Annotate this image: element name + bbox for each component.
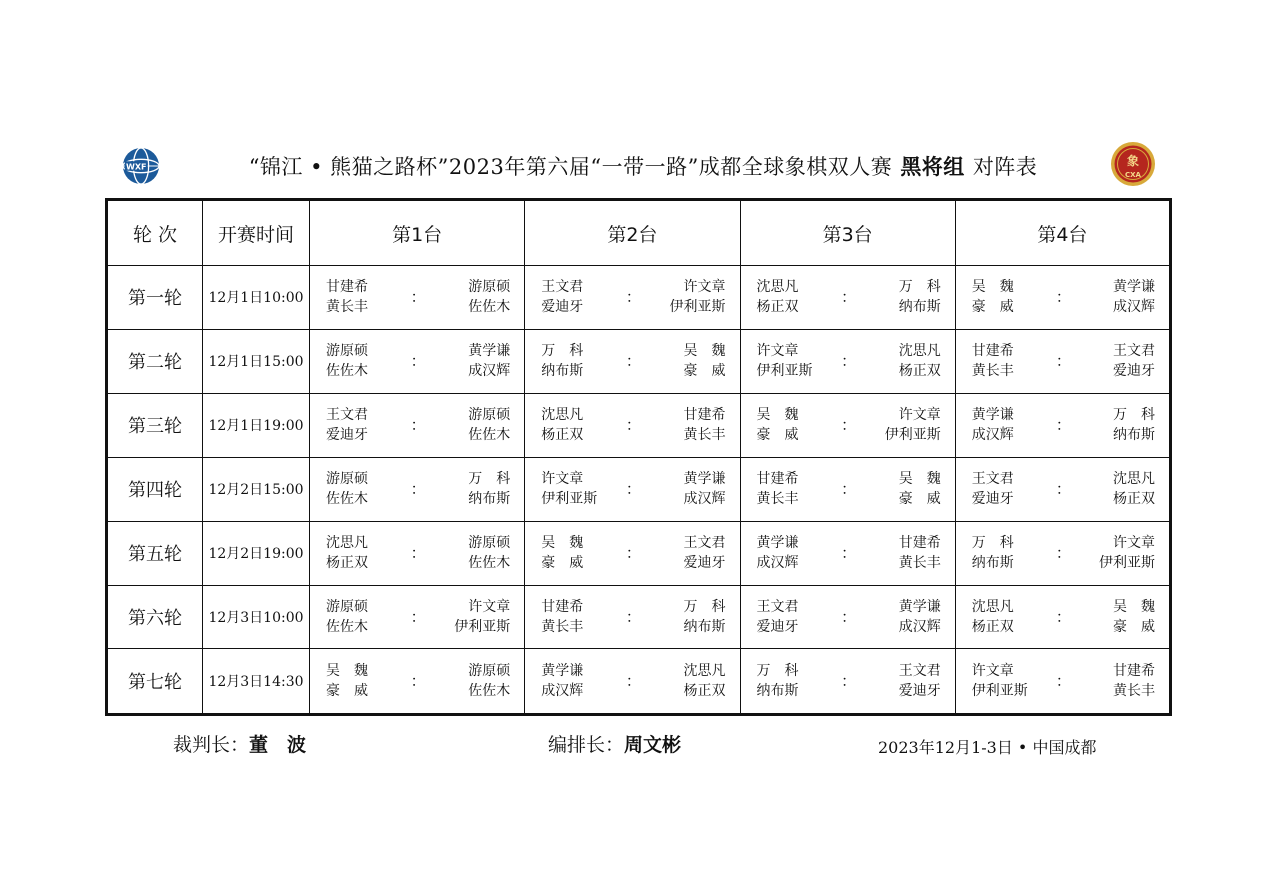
player-name: 沈思凡 [541,407,584,424]
player-name: 许文章 [683,279,726,296]
player-name: 成汉辉 [971,427,1014,444]
player-name: 许文章 [971,663,1014,680]
team-right [430,405,510,445]
pairing-cell [955,649,1170,715]
table-row [107,585,1171,649]
pairing-cell [740,266,955,330]
start-time-cell: 12月1日10:00 [203,266,310,330]
start-time-cell: 12月3日14:30 [203,649,310,715]
team-left [326,533,406,573]
arranger [548,730,681,757]
team-right [1075,533,1155,573]
player-name: 黄长丰 [326,299,368,316]
pairing [310,533,524,573]
chief-referee-name: 董 波 [249,734,307,756]
player-name: 成汉辉 [1113,299,1155,316]
pairing-cell [310,521,525,585]
table-row [107,649,1171,715]
team-right [1075,405,1155,445]
pairing [310,597,524,637]
pairing [956,661,1169,701]
header-table-2: 第2台 [525,200,740,266]
versus-separator: ： [625,544,641,563]
team-right [861,533,941,573]
header-round: 轮 次 [107,200,203,266]
player-name: 佐佐木 [468,555,511,572]
player-name: 杨正双 [683,683,726,700]
player-name: 万 科 [541,343,584,360]
versus-separator: ： [841,352,857,371]
versus-separator: ： [625,288,641,307]
player-name: 游原硕 [468,279,511,296]
table-row [107,521,1171,585]
team-left [972,469,1052,509]
player-name: 佐佐木 [468,427,511,444]
pairing [310,277,524,317]
page-title [249,151,1038,181]
player-name: 甘建希 [541,598,584,615]
pairing [310,405,524,445]
team-left [972,277,1052,317]
round-cell: 第三轮 [107,393,203,457]
player-name: 甘建希 [1113,663,1155,680]
player-name: 成汉辉 [683,491,726,508]
pairing [741,597,955,637]
player-name: 成汉辉 [541,683,584,700]
round-cell: 第七轮 [107,649,203,715]
player-name: 伊利亚斯 [971,683,1028,700]
pairing [741,277,955,317]
player-name: 王文君 [326,407,368,424]
pairing-cell [310,457,525,521]
pairing [525,597,739,637]
cxa-logo-icon [1110,141,1156,187]
team-right [645,661,725,701]
team-right [861,405,941,445]
pairing-cell [955,521,1170,585]
player-name: 豪 威 [683,363,726,380]
document-footer [105,728,1172,760]
pairing [741,405,955,445]
pairing-cell [525,585,740,649]
player-name: 甘建希 [326,279,368,296]
player-name: 黄长丰 [898,555,941,572]
team-right [645,533,725,573]
player-name: 沈思凡 [898,343,941,360]
player-name: 爱迪牙 [898,683,941,700]
team-right [645,341,725,381]
team-left [541,469,621,509]
player-name: 杨正双 [756,299,799,316]
team-right [861,597,941,637]
player-name: 甘建希 [756,471,799,488]
versus-separator: ： [625,672,641,691]
header-table-4: 第4台 [955,200,1170,266]
player-name: 黄学谦 [683,471,726,488]
team-left [972,597,1052,637]
start-time-cell: 12月2日15:00 [203,457,310,521]
player-name: 吴 魏 [326,663,368,680]
player-name: 游原硕 [468,535,511,552]
player-name: 吴 魏 [756,407,799,424]
player-name: 伊利亚斯 [756,363,813,380]
team-left [972,533,1052,573]
pairing [525,661,739,701]
chief-referee [173,730,306,757]
wxf-logo-icon [122,147,160,185]
table-row [107,266,1171,330]
player-name: 黄学谦 [971,407,1014,424]
player-name: 万 科 [756,663,799,680]
player-name: 伊利亚斯 [884,427,941,444]
player-name: 吴 魏 [1113,598,1155,615]
versus-separator: ： [1055,352,1071,371]
player-name: 伊利亚斯 [454,618,511,635]
pairing-cell [525,393,740,457]
team-left [326,405,406,445]
player-name: 杨正双 [971,618,1014,635]
player-name: 游原硕 [326,471,368,488]
versus-separator: ： [841,288,857,307]
player-name: 黄学谦 [468,343,511,360]
team-right [861,277,941,317]
player-name: 杨正双 [326,555,368,572]
pairing [310,469,524,509]
versus-separator: ： [841,544,857,563]
player-name: 纳布斯 [541,363,584,380]
player-name: 黄学谦 [541,663,584,680]
player-name: 豪 威 [898,491,941,508]
header-time: 开赛时间 [203,200,310,266]
team-left [326,341,406,381]
player-name: 万 科 [468,471,511,488]
player-name: 杨正双 [1113,491,1155,508]
player-name: 许文章 [541,471,584,488]
date-place: 2023年12月1-3日 • 中国成都 [878,738,1097,757]
player-name: 游原硕 [326,598,368,615]
team-left [972,661,1052,701]
round-cell: 第五轮 [107,521,203,585]
team-left [972,341,1052,381]
player-name: 吴 魏 [541,535,584,552]
player-name: 甘建希 [683,407,726,424]
document-title-row [118,138,1168,194]
pairing [525,405,739,445]
pairing-cell [955,585,1170,649]
pairing-cell [740,457,955,521]
team-left [757,277,837,317]
table-row [107,329,1171,393]
player-name: 吴 魏 [683,343,726,360]
player-name: 佐佐木 [468,299,511,316]
player-name: 沈思凡 [756,279,799,296]
player-name: 伊利亚斯 [1099,555,1155,572]
pairing-cell [525,329,740,393]
player-name: 豪 威 [326,683,368,700]
team-right [1075,597,1155,637]
versus-separator: ： [410,352,426,371]
team-left [757,597,837,637]
team-right [861,469,941,509]
player-name: 王文君 [898,663,941,680]
pairing [525,341,739,381]
versus-separator: ： [1055,672,1071,691]
player-name: 黄学谦 [898,598,941,615]
chief-referee-label: 裁判长： [173,734,250,756]
pairing [956,277,1169,317]
versus-separator: ： [625,416,641,435]
table-header-row [107,200,1171,266]
team-left [541,597,621,637]
pairing-cell [740,329,955,393]
pairing-cell [525,457,740,521]
versus-separator: ： [410,544,426,563]
team-right [430,533,510,573]
player-name: 沈思凡 [683,663,726,680]
arranger-name: 周文彬 [624,734,682,756]
pairing-cell [310,329,525,393]
title-main: “锦江 • 熊猫之路杯”2023年第六届“一带一路”成都全球象棋双人赛 [248,155,893,179]
versus-separator: ： [625,607,641,626]
pairing [741,341,955,381]
team-left [541,277,621,317]
player-name: 佐佐木 [326,363,368,380]
player-name: 爱迪牙 [1113,363,1155,380]
pairing-cell [955,393,1170,457]
player-name: 伊利亚斯 [669,299,726,316]
pairing-cell [955,266,1170,330]
team-left [972,405,1052,445]
pairing-cell [525,521,740,585]
player-name: 王文君 [683,535,726,552]
versus-separator: ： [841,607,857,626]
pairing [956,341,1169,381]
pairing-cell [310,266,525,330]
round-cell: 第六轮 [107,585,203,649]
pairing-cell [740,393,955,457]
team-right [430,277,510,317]
player-name: 杨正双 [541,427,584,444]
team-right [1075,341,1155,381]
player-name: 爱迪牙 [971,491,1014,508]
team-right [1075,469,1155,509]
pairing [956,597,1169,637]
team-right [861,341,941,381]
start-time-cell: 12月3日10:00 [203,585,310,649]
player-name: 万 科 [898,279,941,296]
player-name: 佐佐木 [468,683,511,700]
player-name: 沈思凡 [1113,471,1155,488]
title-group: 黑将组 [900,154,965,179]
player-name: 沈思凡 [971,598,1014,615]
team-right [430,341,510,381]
team-left [326,469,406,509]
round-cell: 第四轮 [107,457,203,521]
pairing [956,405,1169,445]
player-name: 成汉辉 [756,555,799,572]
player-name: 爱迪牙 [326,427,368,444]
player-name: 吴 魏 [971,279,1014,296]
pairing-table [105,198,1172,716]
versus-separator: ： [1055,544,1071,563]
player-name: 沈思凡 [326,535,368,552]
team-right [645,469,725,509]
pairing [956,533,1169,573]
player-name: 黄长丰 [683,427,726,444]
team-right [430,469,510,509]
pairing [956,469,1169,509]
player-name: 纳布斯 [1113,427,1155,444]
pairing [741,469,955,509]
versus-separator: ： [410,288,426,307]
versus-separator: ： [1055,607,1071,626]
player-name: 甘建希 [898,535,941,552]
team-right [645,597,725,637]
team-left [541,533,621,573]
team-right [645,405,725,445]
team-left [757,405,837,445]
team-right [430,661,510,701]
pairing [310,341,524,381]
round-cell: 第一轮 [107,266,203,330]
pairing [741,661,955,701]
player-name: 黄长丰 [971,363,1014,380]
player-name: 爱迪牙 [683,555,726,572]
pairing [741,533,955,573]
player-name: 豪 威 [756,427,799,444]
round-cell: 第二轮 [107,329,203,393]
player-name: 甘建希 [971,343,1014,360]
table-row [107,457,1171,521]
pairing-cell [525,649,740,715]
pairing-cell [955,329,1170,393]
pairing-cell [310,649,525,715]
player-name: 纳布斯 [683,618,726,635]
team-right [645,277,725,317]
versus-separator: ： [841,416,857,435]
player-name: 游原硕 [468,407,511,424]
team-right [430,597,510,637]
player-name: 佐佐木 [326,491,368,508]
team-right [861,661,941,701]
team-right [1075,277,1155,317]
pairing-cell [740,521,955,585]
player-name: 王文君 [1113,343,1155,360]
player-name: 吴 魏 [898,471,941,488]
team-right [1075,661,1155,701]
player-name: 成汉辉 [468,363,511,380]
cxa-logo-text: CXA [1125,171,1141,179]
pairing-cell [740,649,955,715]
team-left [541,405,621,445]
player-name: 黄长丰 [1113,683,1155,700]
arranger-label: 编排长： [548,734,625,756]
header-table-3: 第3台 [740,200,955,266]
title-suffix: 对阵表 [972,155,1038,179]
player-name: 成汉辉 [898,618,941,635]
player-name: 万 科 [1113,407,1155,424]
pairing [525,277,739,317]
player-name: 许文章 [468,598,511,615]
player-name: 万 科 [683,598,726,615]
player-name: 豪 威 [1113,618,1155,635]
team-left [326,277,406,317]
team-left [326,597,406,637]
player-name: 游原硕 [468,663,511,680]
header-table-1: 第1台 [310,200,525,266]
wxf-logo-text: WXF [125,162,147,172]
player-name: 王文君 [971,471,1014,488]
player-name: 伊利亚斯 [541,491,598,508]
pairing-cell [955,457,1170,521]
versus-separator: ： [1055,288,1071,307]
player-name: 纳布斯 [971,555,1014,572]
versus-separator: ： [625,352,641,371]
team-left [757,661,837,701]
versus-separator: ： [410,672,426,691]
player-name: 豪 威 [541,555,584,572]
team-left [541,341,621,381]
cxa-logo-glyph: 象 [1126,154,1140,168]
start-time-cell: 12月1日15:00 [203,329,310,393]
pairing [525,533,739,573]
team-left [757,469,837,509]
versus-separator: ： [841,480,857,499]
versus-separator: ： [841,672,857,691]
player-name: 黄学谦 [756,535,799,552]
pairing-cell [310,585,525,649]
start-time-cell: 12月2日19:00 [203,521,310,585]
player-name: 爱迪牙 [756,618,799,635]
player-name: 黄学谦 [1113,279,1155,296]
pairing [525,469,739,509]
team-left [541,661,621,701]
pairing-cell [310,393,525,457]
player-name: 许文章 [1113,535,1155,552]
versus-separator: ： [410,480,426,499]
team-left [326,661,406,701]
player-name: 许文章 [898,407,941,424]
player-name: 王文君 [756,598,799,615]
player-name: 游原硕 [326,343,368,360]
player-name: 黄长丰 [756,491,799,508]
player-name: 万 科 [971,535,1014,552]
versus-separator: ： [1055,480,1071,499]
player-name: 豪 威 [971,299,1014,316]
player-name: 纳布斯 [898,299,941,316]
player-name: 纳布斯 [756,683,799,700]
player-name: 纳布斯 [468,491,511,508]
team-left [757,341,837,381]
pairing-cell [525,266,740,330]
start-time-cell: 12月1日19:00 [203,393,310,457]
pairing-cell [740,585,955,649]
pairing [310,661,524,701]
player-name: 爱迪牙 [541,299,584,316]
player-name: 许文章 [756,343,799,360]
versus-separator: ： [410,416,426,435]
versus-separator: ： [1055,416,1071,435]
versus-separator: ： [410,607,426,626]
versus-separator: ： [625,480,641,499]
player-name: 王文君 [541,279,584,296]
team-left [757,533,837,573]
player-name: 杨正双 [898,363,941,380]
table-row [107,393,1171,457]
player-name: 黄长丰 [541,618,584,635]
player-name: 佐佐木 [326,618,368,635]
